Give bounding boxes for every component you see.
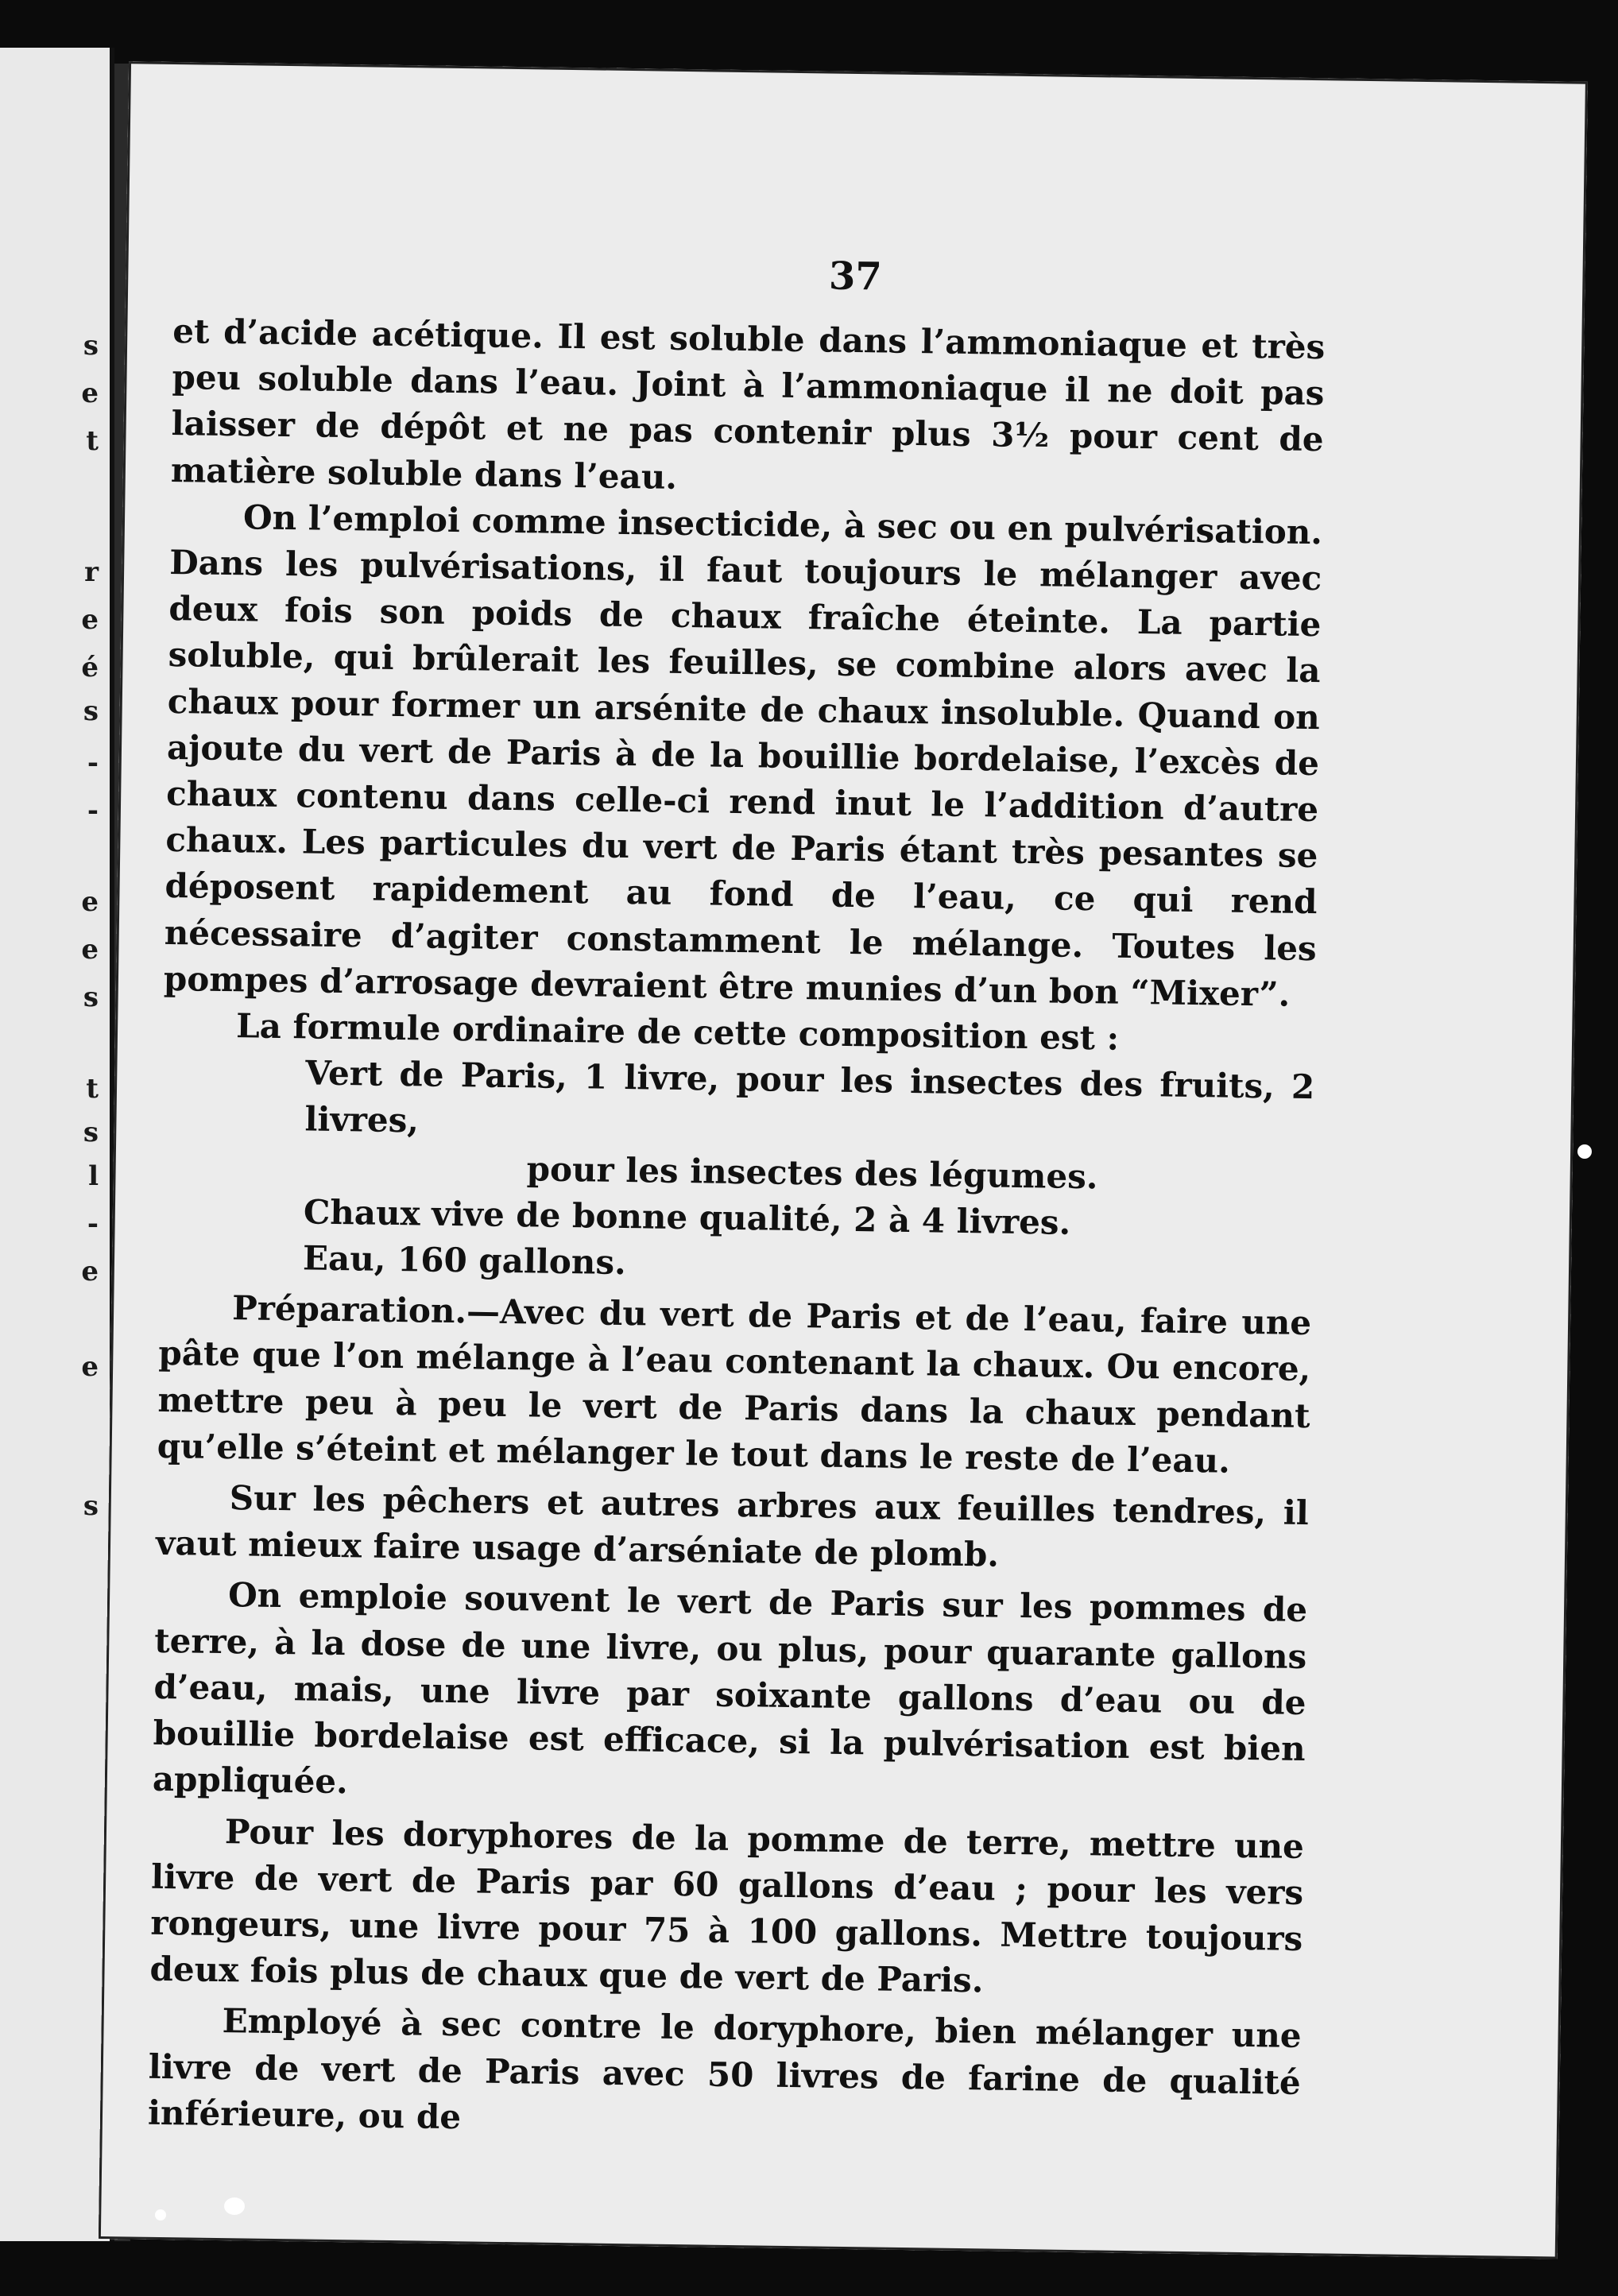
left-fragment: é (81, 652, 99, 683)
page-number: 37 (828, 254, 883, 300)
left-fragment: e (81, 886, 99, 918)
paragraph-pechers: Sur les pêchers et autres arbres aux feuilles tendres, il vaut mieux faire usage d’arséniate de plomb. (155, 1478, 1310, 1574)
formula-line-vert-de-paris-a: Vert de Paris, 1 livre, pour les insectes des fruits, 2 livres, (304, 1053, 1315, 1140)
left-fragment: - (87, 747, 99, 779)
formula-line-vert-de-paris-b: pour les insectes des légumes. (526, 1148, 1098, 1196)
paragraph-formula-intro: La formule ordinaire de cette composition est : (235, 1006, 1120, 1058)
left-fragment: s (83, 982, 99, 1013)
paragraph-continuation: et d’acide acétique. Il est soluble dans l’ammoniaque et très peu soluble dans l’eau. Joint à l’ammoniaque il ne doit pas laisser de dépôt et ne pas contenir plus 3½ pour cent de matière soluble dans l’eau. (170, 311, 1326, 497)
paragraph-doryphores: Pour les doryphores de la pomme de terre, mettre une livre de vert de Paris par 60 gallons d’eau ; pour les vers rongeurs, une livre pour 75 à 100 gallons. Mettre toujours deux fois plus de chaux que de vert de Paris. (149, 1811, 1305, 2000)
left-fragment: e (81, 604, 99, 636)
left-fragment: e (81, 1256, 99, 1287)
formula-line-vert-de-paris (161, 1048, 1314, 1203)
formula-line-chaux: Chaux vive de bonne qualité, 2 à 4 livres. (303, 1192, 1071, 1242)
left-fragment: t (86, 1073, 99, 1105)
paragraph-insecticide-use: On l’emploi comme insecticide, à sec ou en pulvérisation. Dans les pulvérisations, il faut toujours le mélanger avec deux fois son poids de chaux fraîche éteinte. La partie soluble, qui brûlerait les feuilles, se combine alors avec la chaux pour former un arsénite de chaux insoluble. Quand on ajoute du vert de Paris à de la bouillie bordelaise, l’excès de chaux contenu dans celle-ci rend inut le l’addition d’autre chaux. Les particules du vert de Paris étant très pesantes se déposent rapidement au fond de l’eau, ce qui rend nécessaire d’agiter constamment le mélange. Toutes les pompes d’arrosage devraient être munies d’un bon “Mixer”. (163, 498, 1323, 1014)
left-fragment: l (88, 1160, 99, 1192)
scan-speck (155, 2209, 166, 2220)
left-fragment: s (83, 330, 99, 362)
paragraph-pommes-de-terre: On emploie souvent le vert de Paris sur les pommes de terre, à la dose de une livre, ou plus, pour quarante gallons d’eau, mais, une livre par soixante gallons d’eau ou de bouillie bordelaise est efficace, si la pulvérisation est bien appliquée. (152, 1575, 1308, 1802)
scan-speck (224, 2197, 245, 2215)
paragraph-employe-a-sec: Employé à sec contre le doryphore, bien mélanger une livre de vert de Paris avec 50 livres de farine de qualité inférieure, ou de (147, 2001, 1302, 2136)
left-fragment: s (83, 695, 99, 727)
left-fragment: t (86, 425, 99, 457)
left-page-edge (0, 48, 114, 2241)
left-fragment: r (84, 556, 99, 588)
left-fragment: - (87, 795, 99, 827)
book-page (99, 61, 1588, 2259)
page-body (148, 308, 1326, 2152)
paragraph-preparation: Préparation.—Avec du vert de Paris et de l’eau, faire une pâte que l’on mélange à l’eau contenant la chaux. Ou encore, mettre peu à peu le vert de Paris dans la chaux pendant qu’elle s’éteint et mélanger le tout dans le reste de l’eau. (157, 1288, 1312, 1481)
left-fragment: e (81, 934, 99, 966)
left-fragment: - (87, 1208, 99, 1240)
left-fragment: s (83, 1490, 99, 1522)
left-fragment: e (81, 378, 99, 409)
formula-line-eau: Eau, 160 gallons. (302, 1238, 626, 1283)
scan-speck (1577, 1144, 1592, 1159)
left-fragment: e (81, 1351, 99, 1383)
left-fragment: s (83, 1117, 99, 1148)
